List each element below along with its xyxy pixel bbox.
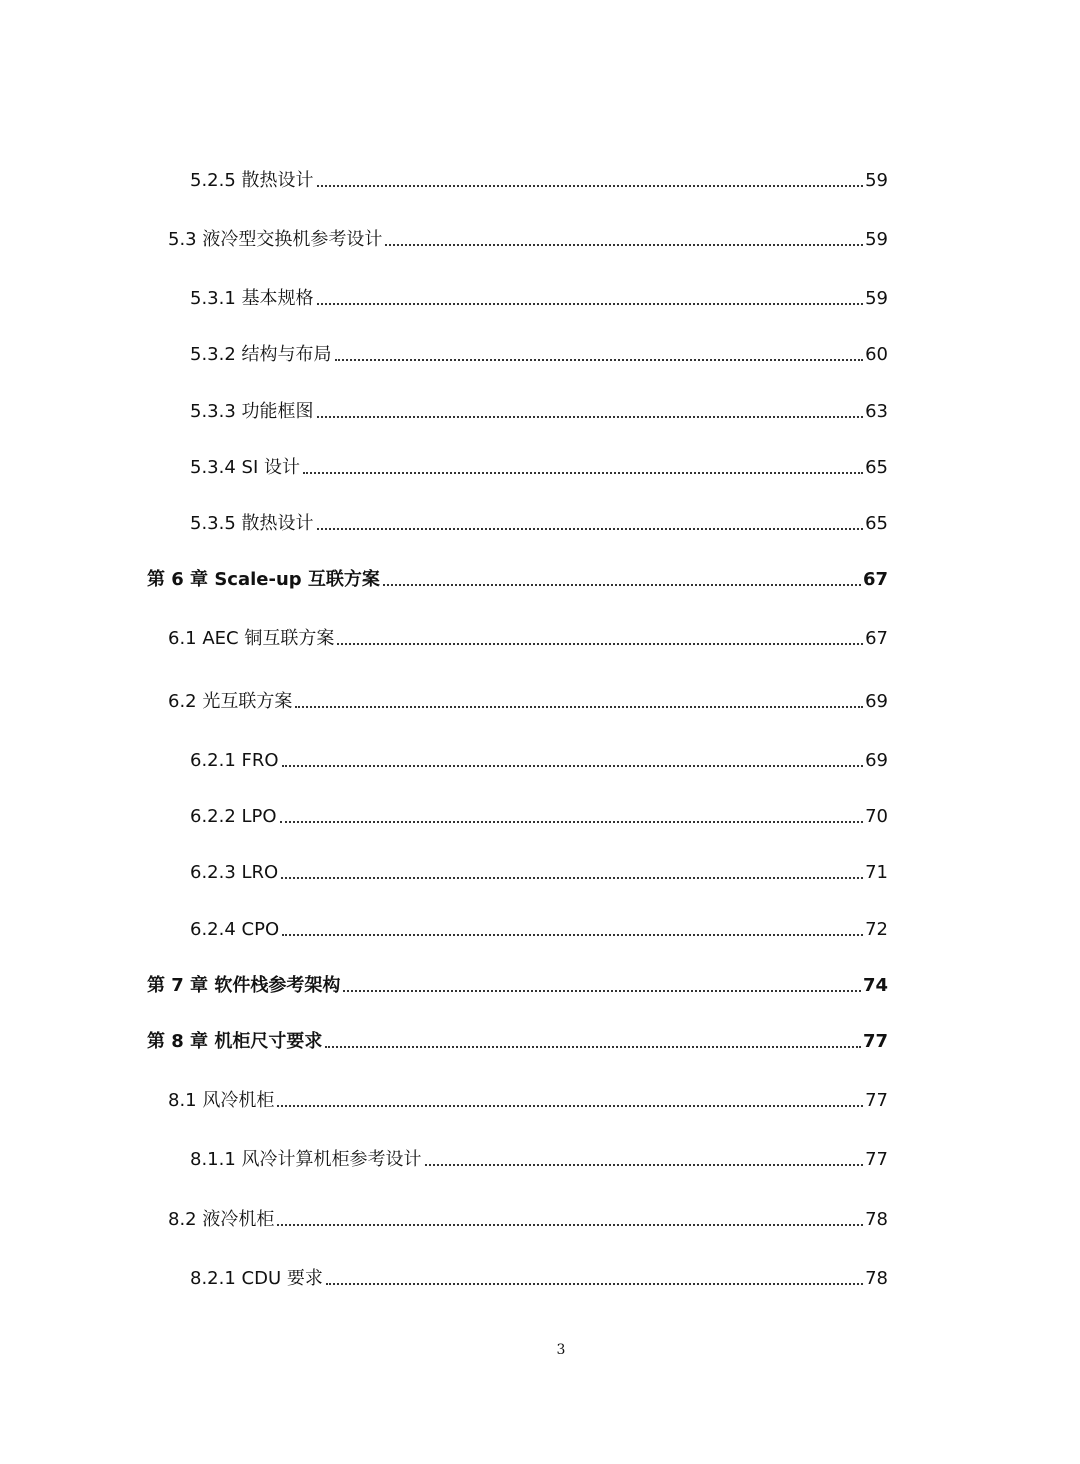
toc-entry[interactable] <box>168 683 888 713</box>
toc-entry[interactable] <box>168 1201 888 1231</box>
toc-entry[interactable] <box>190 505 888 535</box>
toc-entry[interactable] <box>168 620 888 650</box>
toc-entry-page: 72 <box>865 919 888 940</box>
toc-entry-page: 70 <box>865 806 888 827</box>
toc-entry-title: 6.1 AEC 铜互联方案 <box>168 628 335 649</box>
toc-entry-title: 5.3 液冷型交换机参考设计 <box>168 229 383 250</box>
toc-entry-title: 8.1.1 风冷计算机柜参考设计 <box>190 1149 422 1170</box>
toc-entry-page: 67 <box>862 569 888 590</box>
toc-entry[interactable] <box>190 798 888 828</box>
toc-leader-dots <box>295 706 863 708</box>
toc-entry-page: 65 <box>865 513 888 534</box>
toc-entry-page: 59 <box>865 288 888 309</box>
toc-entry-title: 5.3.4 SI 设计 <box>190 457 300 478</box>
toc-entry[interactable] <box>190 1260 888 1290</box>
toc-entry-page: 59 <box>865 170 888 191</box>
toc-entry-page: 63 <box>865 401 888 422</box>
toc-entry-title: 第 7 章 软件栈参考架构 <box>147 975 341 996</box>
toc-entry-page: 77 <box>865 1149 888 1170</box>
toc-entry-page: 77 <box>865 1090 888 1111</box>
toc-leader-dots <box>317 416 864 418</box>
toc-leader-dots <box>326 1283 863 1285</box>
toc-entry-title: 8.2.1 CDU 要求 <box>190 1268 323 1289</box>
toc-leader-dots <box>385 244 863 246</box>
toc-entry-chapter[interactable] <box>147 561 888 591</box>
toc-leader-dots <box>280 821 864 823</box>
page-number: 3 <box>556 1342 566 1358</box>
toc-entry-page: 78 <box>865 1268 888 1289</box>
toc-entry-title: 5.3.1 基本规格 <box>190 288 314 309</box>
toc-leader-dots <box>337 643 863 645</box>
toc-leader-dots <box>425 1164 864 1166</box>
toc-entry-page: 71 <box>865 862 888 883</box>
toc-leader-dots <box>325 1046 861 1048</box>
toc-entry[interactable] <box>190 393 888 423</box>
toc-entry-chapter[interactable] <box>147 1023 888 1053</box>
toc-entry[interactable] <box>190 742 888 772</box>
toc-leader-dots <box>317 528 864 530</box>
toc-entry-page: 69 <box>865 691 888 712</box>
toc-entry[interactable] <box>190 280 888 310</box>
toc-entry-title: 6.2.2 LPO <box>190 806 277 827</box>
toc-leader-dots <box>317 185 864 187</box>
toc-entry-title: 6.2.1 FRO <box>190 750 279 771</box>
toc-leader-dots <box>343 990 861 992</box>
toc-entry-title: 5.3.3 功能框图 <box>190 401 314 422</box>
toc-leader-dots <box>335 359 864 361</box>
toc-leader-dots <box>383 584 861 586</box>
toc-entry[interactable] <box>168 1082 888 1112</box>
toc-entry[interactable] <box>190 162 888 192</box>
toc-entry-title: 5.3.5 散热设计 <box>190 513 314 534</box>
toc-entry[interactable] <box>168 221 888 251</box>
toc-entry-title: 5.3.2 结构与布局 <box>190 344 332 365</box>
toc-entry-page: 69 <box>865 750 888 771</box>
toc-entry[interactable] <box>190 1141 888 1171</box>
toc-entry-page: 60 <box>865 344 888 365</box>
toc-leader-dots <box>281 877 863 879</box>
toc-entry-title: 6.2.4 CPO <box>190 919 280 940</box>
toc-entry-title: 6.2.3 LRO <box>190 862 279 883</box>
toc-entry[interactable] <box>190 854 888 884</box>
toc-leader-dots <box>282 934 863 936</box>
toc-entry-page: 77 <box>862 1031 888 1052</box>
toc-entry[interactable] <box>190 911 888 941</box>
toc-entry-title: 8.2 液冷机柜 <box>168 1209 275 1230</box>
toc-entry-chapter[interactable] <box>147 967 888 997</box>
toc-entry[interactable] <box>190 336 888 366</box>
toc-entry-page: 59 <box>865 229 888 250</box>
toc-entry-page: 74 <box>862 975 888 996</box>
toc-entry-title: 6.2 光互联方案 <box>168 691 293 712</box>
toc-leader-dots <box>282 765 864 767</box>
toc-entry-title: 第 8 章 机柜尺寸要求 <box>147 1031 323 1052</box>
toc-entry-page: 65 <box>865 457 888 478</box>
toc-leader-dots <box>277 1105 863 1107</box>
toc-entry-title: 第 6 章 Scale-up 互联方案 <box>147 569 380 590</box>
toc-leader-dots <box>317 303 864 305</box>
toc-leader-dots <box>303 472 863 474</box>
toc-entry[interactable] <box>190 449 888 479</box>
toc-entry-title: 5.2.5 散热设计 <box>190 170 314 191</box>
toc-entry-title: 8.1 风冷机柜 <box>168 1090 275 1111</box>
toc-entry-page: 67 <box>865 628 888 649</box>
toc-leader-dots <box>277 1224 863 1226</box>
toc-entry-page: 78 <box>865 1209 888 1230</box>
